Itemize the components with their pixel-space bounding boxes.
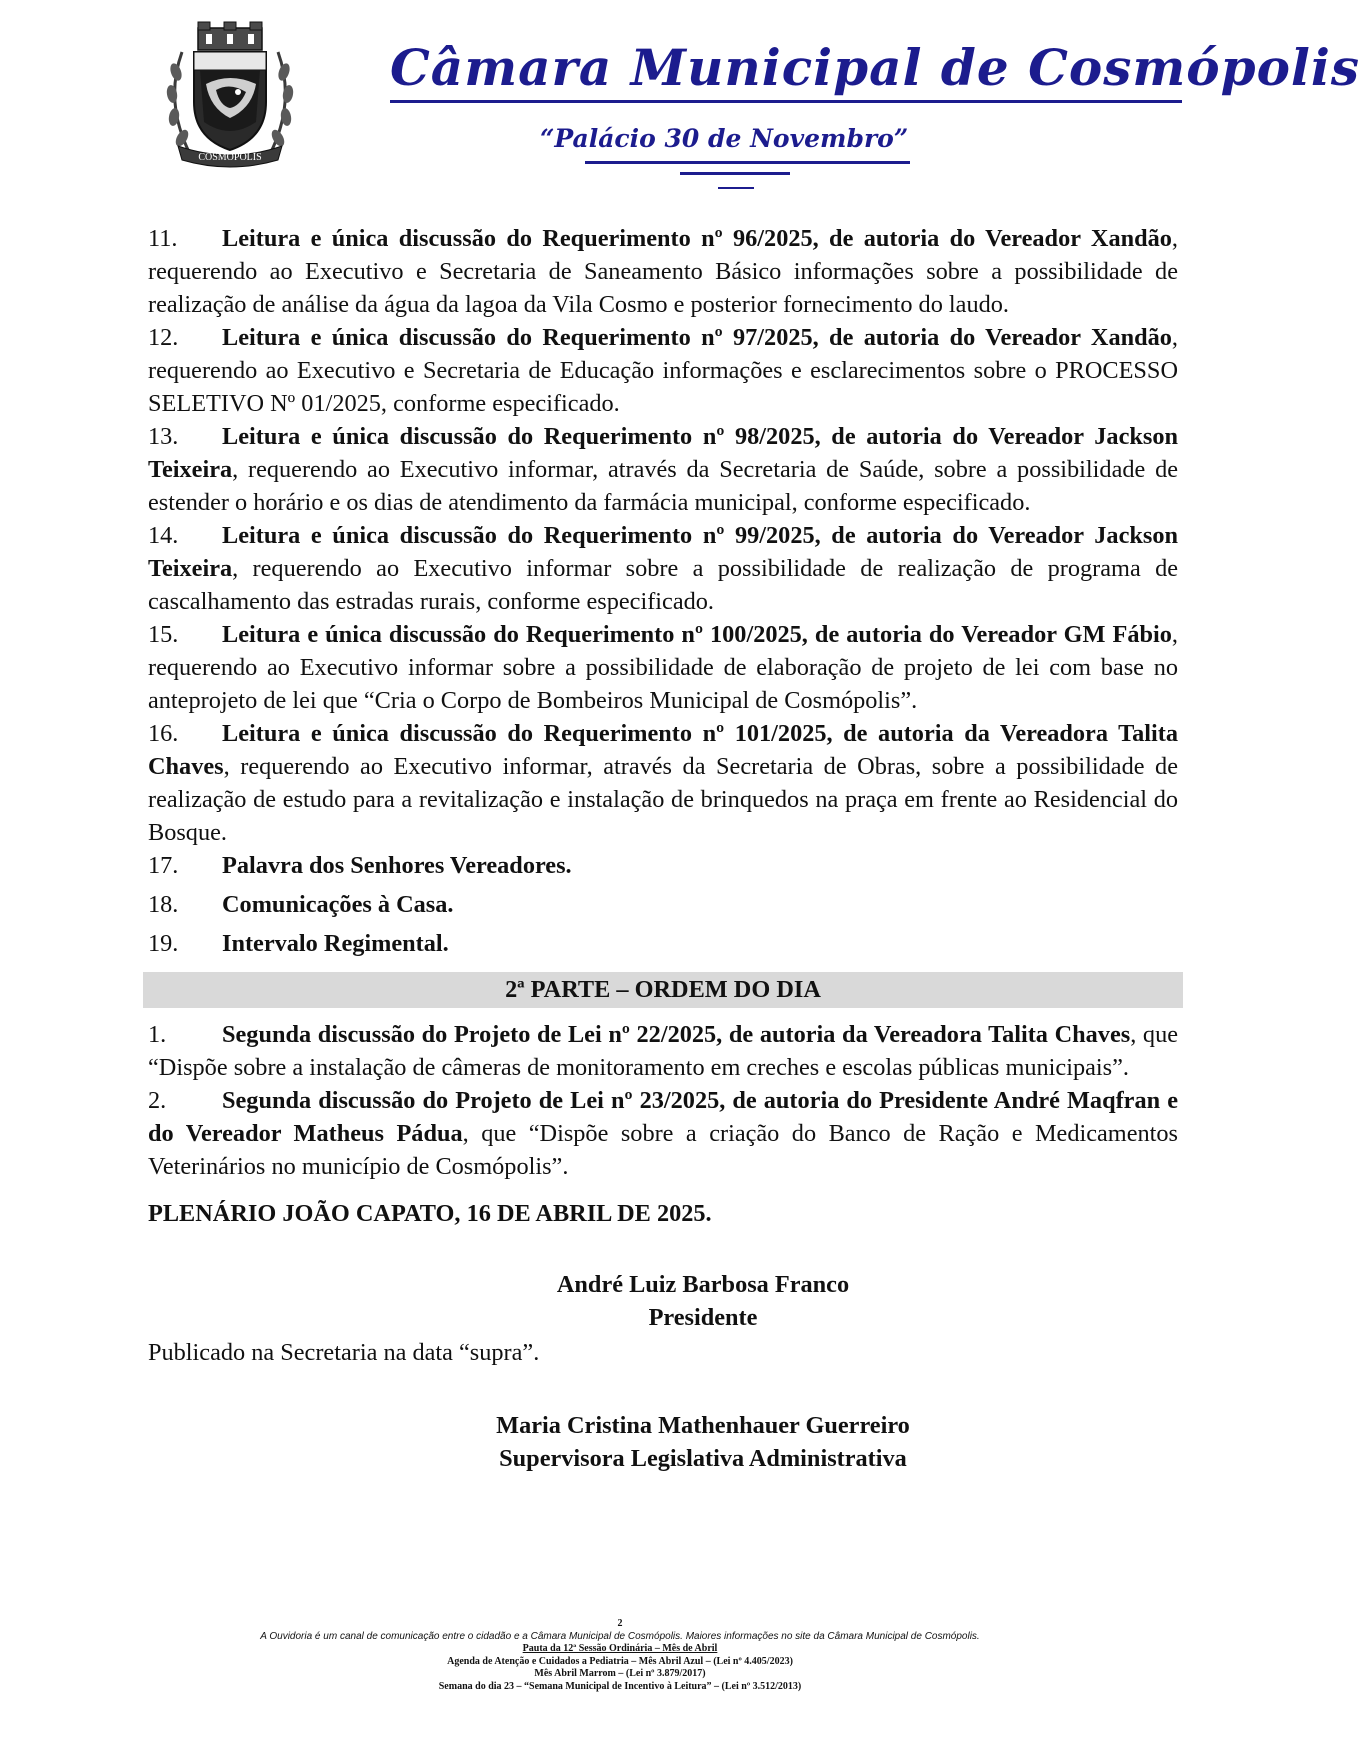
agenda-item-heading: Leitura e única discussão do Requerimento nº 99/2025, de autoria do Vereador Jackson Teixeira xyxy=(148,522,1178,582)
agenda-item xyxy=(148,222,1178,321)
agenda-item xyxy=(148,888,1178,921)
agenda-reference: Pauta da 12ª Sessão Ordinária – Mês de Abril xyxy=(522,1643,718,1655)
agenda-item xyxy=(148,420,1178,519)
agenda-item-heading: Leitura e única discussão do Requerimento nº 97/2025, de autoria do Vereador Xandão xyxy=(222,324,1172,351)
agenda-part1-list xyxy=(148,222,1178,960)
signature-role-president: Presidente xyxy=(648,1304,758,1331)
agenda-item-number: 17. xyxy=(148,852,179,879)
agenda-item-number: 12. xyxy=(148,324,179,351)
chamber-title: Câmara Municipal de Cosmópolis xyxy=(390,38,1360,97)
agenda-item-text: , requerendo ao Executivo informar, através da Secretaria de Saúde, sobre a possibilidade de estender o horário e os dias de atendimento da farmácia municipal, conforme especificado. xyxy=(148,456,1178,516)
agenda-item-text: , requerendo ao Executivo informar sobre a possibilidade de realização de programa de cascalhamento das estradas rurais, conforme especificado. xyxy=(148,555,1178,615)
agenda-item xyxy=(148,618,1178,717)
signature-name-supervisor: Maria Cristina Mathenhauer Guerreiro xyxy=(496,1412,910,1439)
agenda-item-text: , requerendo ao Executivo informar, através da Secretaria de Obras, sobre a possibilidade de realização de estudo para a revitalização e instalação de brinquedos na praça em frente ao Residencial do Bosque. xyxy=(148,753,1178,846)
page-footer xyxy=(0,1618,1240,1694)
agenda-item-number: 18. xyxy=(148,891,179,918)
agenda-item-text: , requerendo ao Executivo e Secretaria de Saneamento Básico informações sobre a possibilidade de realização de análise da água da lagoa da Vila Cosmo e posterior fornecimento do laudo. xyxy=(148,225,1178,318)
agenda-item xyxy=(148,1084,1178,1183)
agenda-item xyxy=(148,849,1178,882)
agenda-item-number: 14. xyxy=(148,522,179,549)
page-number: 2 xyxy=(617,1618,623,1629)
signature-name-president: André Luiz Barbosa Franco xyxy=(556,1271,850,1298)
agenda-content xyxy=(148,222,1178,1475)
ombudsman-note: A Ouvidoria é um canal de comunicação entre o cidadão e a Câmara Municipal de Cosmópolis. Maiores informações no site da Câmara Municipal de Cosmópolis. xyxy=(260,1630,980,1642)
agenda-item-number: 13. xyxy=(148,423,179,450)
agenda-item-heading: Segunda discussão do Projeto de Lei nº 23/2025, de autoria do Presidente André Maqfran e do Vereador Matheus Pádua xyxy=(148,1087,1178,1147)
agenda-item xyxy=(148,519,1178,618)
section-header-ordem-do-dia: 2ª PARTE – ORDEM DO DIA xyxy=(143,972,1183,1008)
agenda-item-number: 19. xyxy=(148,930,179,957)
agenda-item-text: , requerendo ao Executivo e Secretaria de Educação informações e esclarecimentos sobre o PROCESSO SELETIVO Nº 01/2025, conforme especificado. xyxy=(148,324,1178,417)
agenda-item-number: 16. xyxy=(148,720,179,747)
agenda-item xyxy=(148,717,1178,849)
agenda-item-number: 11. xyxy=(148,225,178,252)
chamber-subtitle: “Palácio 30 de Novembro” xyxy=(540,124,909,153)
agenda-item xyxy=(148,1018,1178,1084)
agenda-item xyxy=(148,321,1178,420)
agenda-item-heading: Leitura e única discussão do Requerimento nº 100/2025, de autoria do Vereador GM Fábio xyxy=(222,621,1172,648)
header-rule xyxy=(680,172,790,175)
agenda-item xyxy=(148,927,1178,960)
agenda-item-text: , que “Dispõe sobre a criação do Banco de Ração e Medicamentos Veterinários no município de Cosmópolis”. xyxy=(148,1120,1178,1180)
agenda-item-text: , que “Dispõe sobre a instalação de câmeras de monitoramento em creches e escolas públicas municipais”. xyxy=(148,1021,1179,1081)
crest-ribbon-text: COSMÓPOLIS xyxy=(198,152,262,163)
agenda-item-text: , requerendo ao Executivo informar sobre a possibilidade de elaboração de projeto de lei com base no anteprojeto de lei que “Cria o Corpo de Bombeiros Municipal de Cosmópolis”. xyxy=(148,621,1178,714)
header-rule xyxy=(718,187,754,189)
agenda-item-heading: Comunicações à Casa. xyxy=(222,891,454,918)
footer-law-line: Agenda de Atenção e Cuidados a Pediatria – Mês Abril Azul – (Lei nº 4.405/2023) xyxy=(447,1655,793,1667)
agenda-item-heading: Segunda discussão do Projeto de Lei nº 22/2025, de autoria da Vereadora Talita Chaves xyxy=(222,1021,1131,1048)
agenda-item-heading: Leitura e única discussão do Requerimento nº 101/2025, de autoria da Vereadora Talita Chaves xyxy=(148,720,1178,780)
closing-line: PLENÁRIO JOÃO CAPATO, 16 DE ABRIL DE 2025. xyxy=(148,1200,712,1227)
signature-role-supervisor: Supervisora Legislativa Administrativa xyxy=(499,1445,907,1472)
footer-law-line: Semana do dia 23 – “Semana Municipal de Incentivo à Leitura” – (Lei nº 3.512/2013) xyxy=(438,1680,802,1692)
municipal-crest-logo xyxy=(160,22,300,172)
header-rule xyxy=(585,161,910,164)
agenda-item-number: 2. xyxy=(148,1087,167,1114)
agenda-item-heading: Palavra dos Senhores Vereadores. xyxy=(222,852,572,879)
header-rule xyxy=(390,100,1182,103)
agenda-item-heading: Intervalo Regimental. xyxy=(222,930,449,957)
agenda-item-number: 15. xyxy=(148,621,179,648)
agenda-part2-list xyxy=(148,1018,1178,1183)
agenda-item-heading: Leitura e única discussão do Requerimento nº 98/2025, de autoria do Vereador Jackson Teixeira xyxy=(148,423,1178,483)
agenda-item-number: 1. xyxy=(148,1021,167,1048)
footer-law-line: Mês Abril Marrom – (Lei nº 3.879/2017) xyxy=(534,1668,706,1680)
published-note: Publicado na Secretaria na data “supra”. xyxy=(148,1339,540,1366)
agenda-item-heading: Leitura e única discussão do Requerimento nº 96/2025, de autoria do Vereador Xandão xyxy=(222,225,1172,252)
